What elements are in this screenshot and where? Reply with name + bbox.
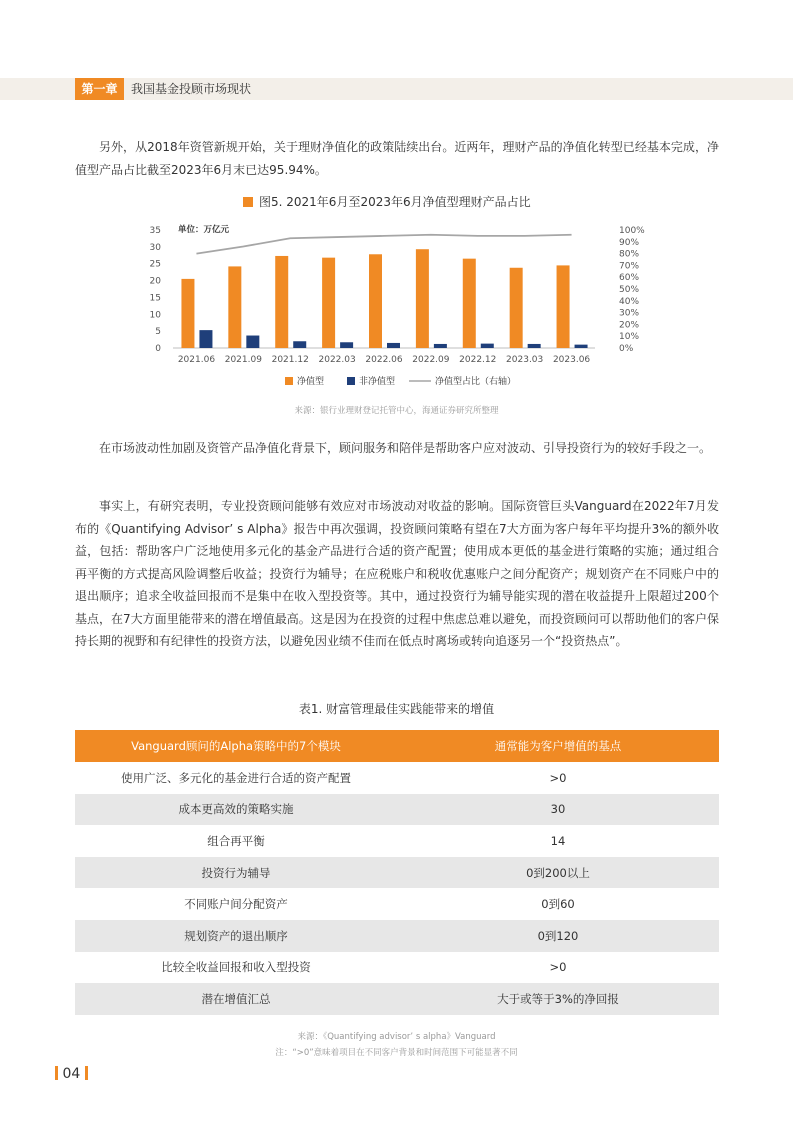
bar-non-net-value <box>246 336 259 348</box>
x-tick-label: 2021.12 <box>271 355 309 365</box>
y-right-tick-label: 60% <box>619 273 640 284</box>
y-left-tick-label: 10 <box>149 310 161 321</box>
table-cell-bps: >0 <box>549 960 567 975</box>
y-right-tick-label: 20% <box>619 320 640 331</box>
table-cell-bps: 大于或等于3%的净回报 <box>397 983 719 1015</box>
table-row <box>75 825 719 857</box>
chapter-label: 第一章 <box>75 78 124 100</box>
table-row <box>75 888 719 920</box>
y-left-tick-label: 30 <box>149 242 161 253</box>
legend-swatch <box>285 377 293 385</box>
paragraph-1: 另外，从2018年资管新规开始，关于理财净值化的政策陆续出台。近两年，理财产品的净值化转型已经基本完成，净值型产品占比截至2023年6月末已达95.94%。 <box>75 140 719 177</box>
y-left-tick-label: 25 <box>149 259 161 270</box>
bar-non-net-value <box>481 344 494 348</box>
y-right-tick-label: 50% <box>619 285 640 295</box>
legend-swatch <box>347 377 355 385</box>
bar-non-net-value <box>293 341 306 348</box>
y-left-tick-label: 20 <box>149 276 161 287</box>
table-title: 表1. 财富管理最佳实践能带来的增值 <box>298 702 495 716</box>
bar-net-value <box>369 254 382 348</box>
x-tick-label: 2022.06 <box>365 355 403 365</box>
table-cell-module: 成本更高效的策略实施 <box>75 794 397 826</box>
table-header-module: Vanguard顾问的Alpha策略中的7个模块 <box>75 730 397 762</box>
page-number <box>55 1066 88 1082</box>
bar-net-value <box>322 258 335 348</box>
y-right-tick-label: 40% <box>619 296 640 307</box>
bar-net-value <box>557 265 570 348</box>
bar-non-net-value <box>340 342 353 348</box>
chapter-title: 我国基金投顾市场现状 <box>131 82 252 96</box>
x-tick-label: 2022.09 <box>412 355 450 365</box>
table-source: 来源：《Quantifying advisor’ s alpha》Vanguard <box>297 1032 496 1042</box>
y-left-tick-label: 35 <box>149 226 161 236</box>
square-bullet-icon <box>243 197 253 207</box>
x-tick-label: 2021.06 <box>177 355 216 365</box>
x-tick-label: 2021.09 <box>224 355 262 365</box>
bar-non-net-value <box>528 344 541 348</box>
table-header-bps: 通常能为客户增值的基点 <box>397 730 719 762</box>
y-right-tick-label: 10% <box>619 332 640 343</box>
table-cell-module: 使用广泛、多元化的基金进行合适的资产配置 <box>121 770 351 785</box>
figure-title <box>243 193 531 210</box>
value-add-table <box>75 730 719 1015</box>
y-right-tick-label: 0% <box>619 344 634 354</box>
y-right-tick-label: 100% <box>619 226 645 236</box>
paragraph-2: 在市场波动性加剧及资管产品净值化背景下，顾问服务和陪伴是帮助客户应对波动、引导投资行为的较好手段之一。 <box>99 441 712 455</box>
table-row <box>75 952 719 984</box>
y-left-tick-label: 5 <box>155 327 161 338</box>
paragraph-3: 事实上，有研究表明，专业投资顾问能够有效应对市场波动对收益的影响。国际资管巨头Vanguard在2022年7月发布的《Quantifying Advisor’ s Alpha》报告中再次强调，投资顾问策略有望在7大方面为客户每年平均提升3%的额外收益，包括：帮助客户广泛地使用多元化的基金产品进行合适的资产配置；使用成本更低的基金进行策略的实施；通过组合再平衡的方式提高风险调整后收益；投资行为辅导；在应税账户和税收优惠账户之间分配资产；规划资产在不同账户中的退出顺序；追求全收益回报而不是集中在收入型投资等。其中，通过投资行为辅导能实现的潜在收益提升上限超过200个基点，在7大方面里能带来的潜在增值最高。这是因为在投资的过程中焦虑总难以避免，而投资顾问可以帮助他们的客户保持长期的视野和有纪律性的投资方法，以避免因业绩不佳而在低点时离场或转向追逐另一个“投资热点”。 <box>75 499 719 648</box>
bar-net-value <box>416 249 429 348</box>
table-cell-bps: 0到200以上 <box>397 857 719 889</box>
table-row <box>75 920 719 952</box>
table-row <box>75 857 719 889</box>
table-note: 注：“>0”意味着项目在不同客户背景和时间范围下可能显著不同 <box>275 1048 518 1058</box>
bar-net-value <box>510 268 523 348</box>
table-cell-module: 投资行为辅导 <box>75 857 397 889</box>
figure-source: 来源：银行业理财登记托管中心，海通证券研究所整理 <box>294 406 499 416</box>
table-cell-module: 不同账户间分配资产 <box>184 897 288 912</box>
table-cell-bps: 0到60 <box>541 897 575 912</box>
legend-label: 净值型占比（右轴） <box>435 377 517 387</box>
legend-label: 非净值型 <box>359 377 396 387</box>
bar-net-value <box>275 256 288 348</box>
x-tick-label: 2023.03 <box>506 355 544 365</box>
y-left-tick-label: 0 <box>155 344 161 354</box>
page-number-text: 04 <box>62 1066 81 1082</box>
net-value-share-line <box>196 235 571 254</box>
y-left-tick-label: 15 <box>149 293 161 304</box>
table-cell-module: 规划资产的退出顺序 <box>75 920 397 952</box>
bar-non-net-value <box>199 330 212 348</box>
table-cell-module: 组合再平衡 <box>207 833 265 848</box>
page-bar-left <box>55 1066 58 1080</box>
page-bar-right <box>85 1066 88 1080</box>
table-cell-bps: 0到120 <box>397 920 719 952</box>
table-row <box>75 794 719 826</box>
table-cell-bps: 14 <box>550 833 566 848</box>
bar-non-net-value <box>575 345 588 348</box>
table-row <box>75 762 719 794</box>
x-tick-label: 2023.06 <box>552 355 591 365</box>
x-tick-label: 2022.03 <box>318 355 356 365</box>
table-cell-bps: 30 <box>397 794 719 826</box>
bar-net-value <box>228 266 241 348</box>
y-right-tick-label: 30% <box>619 308 640 319</box>
bar-line-chart <box>125 218 665 398</box>
table-cell-module: 潜在增值汇总 <box>75 983 397 1015</box>
y-right-tick-label: 80% <box>619 249 640 260</box>
table-row <box>75 983 719 1015</box>
unit-label: 单位：万亿元 <box>178 225 230 235</box>
bar-net-value <box>463 259 476 348</box>
y-right-tick-label: 70% <box>619 261 640 272</box>
legend-label: 净值型 <box>297 377 325 387</box>
table-cell-module: 比较全收益回报和收入型投资 <box>161 960 311 975</box>
bar-non-net-value <box>387 343 400 348</box>
x-tick-label: 2022.12 <box>459 355 497 365</box>
bar-net-value <box>181 279 194 348</box>
bar-non-net-value <box>434 344 447 348</box>
figure-title-text: 图5. 2021年6月至2023年6月净值型理财产品占比 <box>259 195 531 209</box>
y-right-tick-label: 90% <box>619 237 640 248</box>
table-cell-bps: >0 <box>549 770 567 785</box>
